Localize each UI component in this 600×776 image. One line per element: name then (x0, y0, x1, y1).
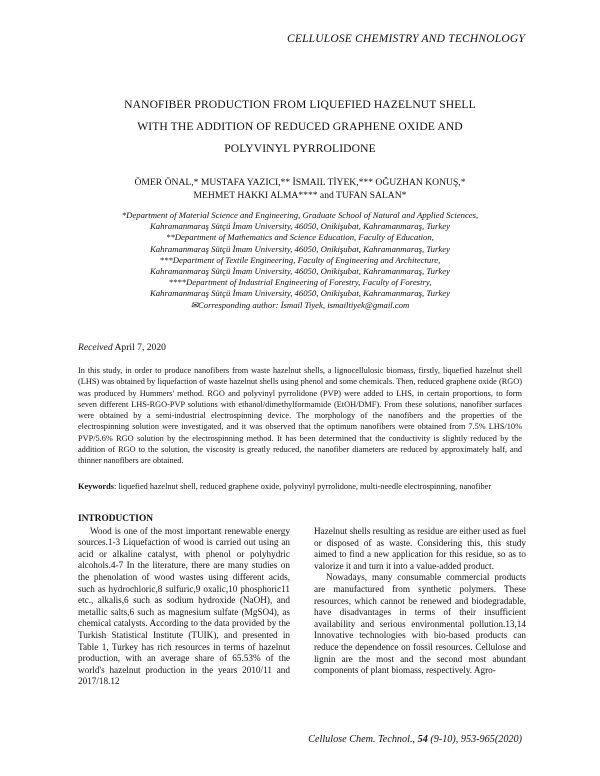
affiliation-line: ***Department of Textile Engineering, Faculty of Engineering and Architecture, (159, 254, 441, 265)
footer-pages: (9-10), 953-965(2020) (430, 734, 522, 745)
section-heading: INTRODUCTION (78, 514, 154, 524)
journal-header: CELLULOSE CHEMISTRY AND TECHNOLOGY (286, 33, 525, 45)
intro-paragraph: Hazelnut shells resulting as residue are either used as fuel or disposed of as waste. Considering this, this study aimed to find a new application for this residue, so as to valorize it and turn it into a value-added product. (314, 526, 527, 571)
intro-paragraph: Nowadays, many consumable commercial products are manufactured from synthetic polymers. These resources, which cannot be renewed and biodegradable, have disadvantages in terms of their insufficient availability and serious environmental pollution.13,14 Innovative technologies with bio-based products can reduce the dependence on fossil resources. Cellulose and lignin are the most and the second most abundant components of plant biomass, respectively. Agro- (314, 572, 526, 676)
intro-paragraph: Wood is one of the most important renewable energy sources.1-3 Liquefaction of wood is carried out using an acid or alkaline catalyst, with phenol or polyhydric alcohols.4-7 In the literature, there are many studies on the phenolation of wood wastes using different acids, such as hydrochloric,8 sulfuric,9 oxalic,10 phosphoric11 etc., alkalis,6 such as sodium hydroxide (NaOH), and metallic salts,6 such as magnesium sulfate (MgSO4), as chemical catalysts. According to the data provided by the Turkish Statistical Institute (TUIK), and presented in Table 1, Turkey has rich resources in terms of hazelnut production, with an average share of 65.53% of the world's hazelnut production in the years 2010/11 and 2017/18.12 (78, 525, 290, 687)
left-column (78, 514, 290, 688)
paper-title (70, 94, 530, 160)
affiliation-line: Kahramanmaraş Sütçü İmam University, 46050, Onikişubat, Kahramanmaraş, Turkey (150, 288, 450, 299)
title-line: NANOFIBER PRODUCTION FROM LIQUEFIED HAZELNUT SHELL (124, 98, 476, 111)
footer-journal: Cellulose Chem. Technol., (308, 734, 416, 745)
affiliation-line: Kahramanmaraş Sütçü İmam University, 46050, Onikişubat, Kahramanmaraş, Turkey (150, 221, 450, 232)
authors-line: MEHMET HAKKI ALMA**** and TUFAN SALAN* (193, 189, 407, 201)
affiliation-line: **Department of Mathematics and Science Education, Faculty of Education, (166, 232, 434, 243)
footer-volume: 54 (417, 734, 428, 745)
corresponding-author: ✉Corresponding author: İsmail Tiyek, ismailtiyek@gmail.com (190, 299, 410, 310)
affiliations (60, 210, 540, 311)
abstract: In this study, in order to produce nanofibers from waste hazelnut shells, a lignocellulosic biomass, firstly, liquefied hazelnut shell (LHS) was obtained by liquefaction of waste hazelnut shells using phenol and some chemicals. Then, reduced graphene oxide (RGO) was produced by Hummers' method. RGO and polyvinyl pyrrolidone (PVP) were added to LHS, in certain proportions, to form seven different LHS-RGO-PVP solutions with ethanol/dimethylformamide (EtOH/DMF). From these solutions, nanofiber surfaces were obtained by a semi-industrial electrospinning device. The morphology of the nanofibers and the properties of the electrospinning solution were investigated, and it was observed that the optimum nanofibers were obtained from 7.5% LHS/10% PVP/5.6% RGO solution by the electrospinning method. It has been determined that the conductivity is slightly reduced by the addition of RGO to the solution, the viscosity is greatly reduced, the nanofiber diameters are reduced by approximately half, and thinner nanofibers are obtained. (78, 366, 522, 466)
authors-line: ÖMER ÖNAL,* MUSTAFA YAZICI,** İSMAIL TİYEK,*** OĞUZHAN KONUŞ,* (134, 177, 466, 188)
author-list (60, 177, 540, 202)
keywords-label: Keywords (78, 482, 114, 491)
title-line: WITH THE ADDITION OF REDUCED GRAPHENE OXIDE AND (137, 120, 463, 133)
title-line: POLYVINYL PYRROLIDONE (224, 142, 376, 155)
right-column (314, 526, 526, 677)
received-value: April 7, 2020 (114, 342, 166, 353)
citation-footer (308, 734, 522, 745)
keywords-text: : liquefied hazelnut shell, reduced graphene oxide, polyvinyl pyrrolidone, multi-needle electrospinning, nanofiber (113, 482, 492, 491)
affiliation-line: Kahramanmaraş Sütçü İmam University, 46050, Onikişubat, Kahramanmaraş, Turkey (150, 266, 450, 277)
affiliation-line: Kahramanmaraş Sütçü İmam University, 46050, Onikişubat, Kahramanmaraş, Turkey (150, 243, 450, 254)
received-date (78, 342, 166, 353)
keywords (78, 481, 522, 492)
received-label: Received (78, 342, 113, 353)
affiliation-line: ****Department of Industrial Engineering of Forestry, Faculty of Forestry, (168, 277, 432, 288)
affiliation-line: *Department of Material Science and Engineering, Graduate School of Natural and Applied Sciences, (121, 210, 479, 220)
